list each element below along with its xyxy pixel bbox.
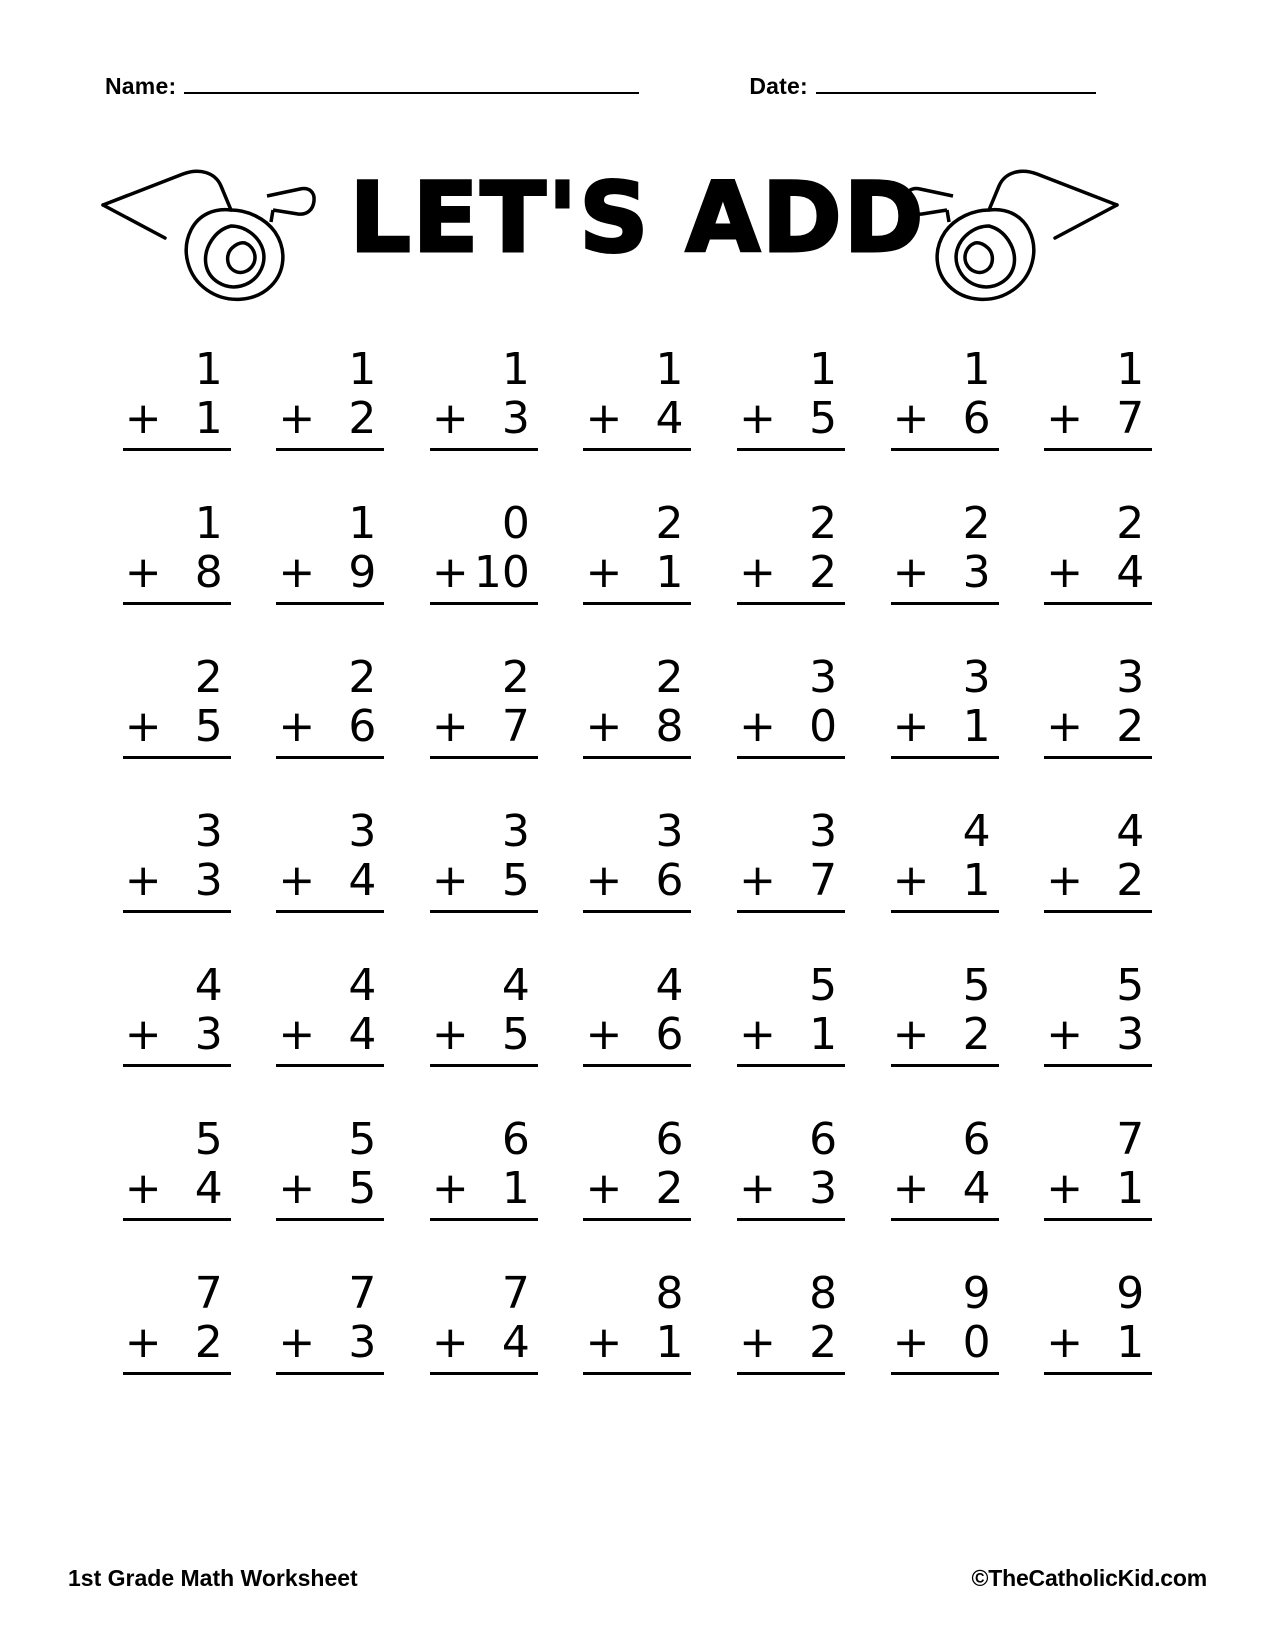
second-addend-row	[891, 1164, 999, 1220]
first-addend: 3	[809, 806, 838, 857]
second-addend-row	[737, 856, 845, 912]
plus-sign-icon: +	[278, 547, 316, 599]
second-addend-row	[1044, 1164, 1152, 1220]
second-addend-row	[891, 1010, 999, 1066]
plus-sign-icon: +	[124, 701, 162, 753]
first-addend: 1	[1116, 344, 1145, 395]
second-addend-row	[583, 702, 691, 758]
second-addend-row	[737, 1010, 845, 1066]
second-addend-row	[737, 548, 845, 604]
first-addend: 2	[962, 498, 991, 549]
second-addend: 5	[348, 1163, 377, 1215]
second-addend: 4	[655, 393, 684, 445]
second-addend-row	[276, 1318, 384, 1374]
addition-problem[interactable]	[891, 1115, 999, 1269]
second-addend: 1	[1116, 1317, 1145, 1369]
plus-sign-icon: +	[585, 1163, 623, 1215]
first-addend: 5	[962, 960, 991, 1011]
plus-sign-icon: +	[278, 1163, 316, 1215]
date-field	[749, 72, 1096, 100]
second-addend-row	[583, 548, 691, 604]
first-addend: 7	[348, 1268, 377, 1319]
first-addend: 3	[501, 806, 530, 857]
addition-problem[interactable]	[891, 961, 999, 1115]
second-addend-row	[1044, 1010, 1152, 1066]
problem-grid	[100, 345, 1175, 1423]
first-addend: 6	[655, 1114, 684, 1165]
addition-problem[interactable]	[737, 1115, 845, 1269]
second-addend: 2	[194, 1317, 223, 1369]
second-addend: 1	[962, 701, 991, 753]
second-addend-row	[430, 1164, 538, 1220]
addition-problem[interactable]	[1044, 961, 1152, 1115]
first-addend: 4	[348, 960, 377, 1011]
second-addend: 9	[348, 547, 377, 599]
first-addend: 2	[655, 652, 684, 703]
second-addend: 2	[809, 1317, 838, 1369]
site-credit: ©TheCatholicKid.com	[971, 1565, 1207, 1591]
second-addend: 2	[809, 547, 838, 599]
second-addend-row	[583, 1164, 691, 1220]
plus-sign-icon: +	[1046, 1163, 1084, 1215]
second-addend-row	[583, 1318, 691, 1374]
first-addend: 4	[655, 960, 684, 1011]
plus-sign-icon: +	[124, 855, 162, 907]
first-addend: 3	[962, 652, 991, 703]
second-addend-row	[430, 548, 538, 604]
addition-problem[interactable]	[430, 807, 538, 961]
plus-sign-icon: +	[431, 1163, 469, 1215]
addition-problem[interactable]	[276, 499, 384, 653]
first-addend: 1	[194, 344, 223, 395]
plus-sign-icon: +	[1046, 1009, 1084, 1061]
addition-problem[interactable]	[276, 1269, 384, 1423]
addition-problem[interactable]	[123, 1115, 231, 1269]
first-addend: 5	[194, 1114, 223, 1165]
first-addend: 5	[1116, 960, 1145, 1011]
addition-problem[interactable]	[430, 1269, 538, 1423]
addition-problem[interactable]	[276, 1115, 384, 1269]
plus-sign-icon: +	[431, 855, 469, 907]
first-addend: 3	[1116, 652, 1145, 703]
plus-sign-icon: +	[431, 547, 469, 599]
plus-sign-icon: +	[585, 701, 623, 753]
second-addend: 2	[348, 393, 377, 445]
plus-sign-icon: +	[739, 393, 776, 445]
second-addend-row	[891, 702, 999, 758]
second-addend-row	[1044, 548, 1152, 604]
first-addend: 2	[1116, 498, 1145, 549]
plus-sign-icon: +	[892, 1163, 930, 1215]
addition-problem[interactable]	[583, 807, 691, 961]
addition-problem[interactable]	[1044, 1269, 1152, 1423]
second-addend-row	[123, 548, 231, 604]
first-addend: 2	[655, 498, 684, 549]
first-addend: 8	[655, 1268, 684, 1319]
first-addend: 6	[809, 1114, 838, 1165]
second-addend: 10	[473, 547, 530, 599]
second-addend-row	[123, 1318, 231, 1374]
first-addend: 1	[348, 344, 377, 395]
plus-sign-icon: +	[892, 547, 930, 599]
plus-sign-icon: +	[739, 547, 776, 599]
plus-sign-icon: +	[124, 547, 162, 599]
second-addend: 3	[809, 1163, 838, 1215]
addition-problem[interactable]	[737, 1269, 845, 1423]
second-addend: 7	[809, 855, 838, 907]
plus-sign-icon: +	[739, 855, 776, 907]
plus-sign-icon: +	[585, 547, 623, 599]
second-addend: 3	[348, 1317, 377, 1369]
addition-problem[interactable]	[583, 1115, 691, 1269]
second-addend: 5	[194, 701, 223, 753]
plus-sign-icon: +	[892, 855, 930, 907]
second-addend-row	[430, 856, 538, 912]
second-addend-row	[737, 702, 845, 758]
first-addend: 7	[1116, 1114, 1145, 1165]
addition-problem[interactable]	[891, 807, 999, 961]
second-addend: 5	[501, 855, 530, 907]
plus-sign-icon: +	[585, 855, 623, 907]
name-field	[105, 72, 639, 100]
second-addend: 6	[962, 393, 991, 445]
page-title: LET'S ADD	[349, 162, 926, 274]
first-addend: 7	[194, 1268, 223, 1319]
addition-problem[interactable]	[123, 1269, 231, 1423]
second-addend: 1	[809, 1009, 838, 1061]
second-addend-row	[123, 394, 231, 450]
title-band	[0, 150, 1275, 335]
second-addend: 1	[962, 855, 991, 907]
plus-sign-icon: +	[431, 701, 469, 753]
second-addend: 1	[655, 1317, 684, 1369]
second-addend: 1	[194, 393, 223, 445]
second-addend-row	[430, 1318, 538, 1374]
addition-problem[interactable]	[583, 345, 691, 499]
second-addend-row	[1044, 856, 1152, 912]
first-addend: 9	[962, 1268, 991, 1319]
first-addend: 2	[194, 652, 223, 703]
second-addend: 3	[194, 1009, 223, 1061]
second-addend-row	[276, 702, 384, 758]
second-addend: 4	[962, 1163, 991, 1215]
second-addend-row	[583, 394, 691, 450]
addition-problem[interactable]	[276, 961, 384, 1115]
second-addend: 8	[655, 701, 684, 753]
second-addend: 1	[1116, 1163, 1145, 1215]
second-addend-row	[276, 394, 384, 450]
addition-problem[interactable]	[276, 807, 384, 961]
plus-sign-icon: +	[431, 393, 469, 445]
date-label: Date:	[749, 73, 808, 99]
second-addend: 5	[809, 393, 838, 445]
first-addend: 8	[809, 1268, 838, 1319]
first-addend: 1	[348, 498, 377, 549]
second-addend: 2	[1116, 855, 1145, 907]
first-addend: 6	[501, 1114, 530, 1165]
first-addend: 3	[655, 806, 684, 857]
first-addend: 1	[655, 344, 684, 395]
plus-sign-icon: +	[124, 1317, 162, 1369]
addition-problem[interactable]	[737, 961, 845, 1115]
second-addend: 4	[194, 1163, 223, 1215]
addition-problem[interactable]	[1044, 807, 1152, 961]
second-addend-row	[583, 1010, 691, 1066]
second-addend-row	[276, 548, 384, 604]
first-addend: 3	[809, 652, 838, 703]
addition-problem[interactable]	[430, 961, 538, 1115]
plus-sign-icon: +	[431, 1317, 469, 1369]
addition-problem[interactable]	[737, 653, 845, 807]
addition-problem[interactable]	[123, 345, 231, 499]
first-addend: 6	[962, 1114, 991, 1165]
addition-problem[interactable]	[276, 345, 384, 499]
first-addend: 3	[194, 806, 223, 857]
second-addend: 8	[194, 547, 223, 599]
addition-problem[interactable]	[891, 1269, 999, 1423]
second-addend-row	[276, 1010, 384, 1066]
second-addend: 4	[348, 1009, 377, 1061]
second-addend-row	[891, 856, 999, 912]
addition-problem[interactable]	[891, 499, 999, 653]
plus-sign-icon: +	[892, 701, 930, 753]
first-addend: 5	[348, 1114, 377, 1165]
second-addend: 4	[1116, 547, 1145, 599]
second-addend: 3	[962, 547, 991, 599]
second-addend-row	[430, 1010, 538, 1066]
addition-problem[interactable]	[891, 345, 999, 499]
first-addend: 2	[348, 652, 377, 703]
addition-problem[interactable]	[123, 499, 231, 653]
addition-problem[interactable]	[430, 345, 538, 499]
addition-problem[interactable]	[583, 499, 691, 653]
second-addend-row	[891, 548, 999, 604]
plus-sign-icon: +	[892, 393, 930, 445]
second-addend-row	[737, 394, 845, 450]
first-addend: 3	[348, 806, 377, 857]
plus-sign-icon: +	[892, 1009, 930, 1061]
plus-sign-icon: +	[585, 1317, 623, 1369]
first-addend: 1	[809, 344, 838, 395]
addition-problem[interactable]	[737, 807, 845, 961]
header	[105, 72, 1105, 112]
addition-problem[interactable]	[1044, 1115, 1152, 1269]
second-addend: 4	[501, 1317, 530, 1369]
name-write-line[interactable]	[184, 72, 639, 94]
second-addend: 3	[1116, 1009, 1145, 1061]
addition-problem[interactable]	[276, 653, 384, 807]
plus-sign-icon: +	[585, 1009, 623, 1061]
second-addend: 0	[962, 1317, 991, 1369]
second-addend-row	[430, 702, 538, 758]
second-addend: 6	[655, 1009, 684, 1061]
addition-problem[interactable]	[583, 961, 691, 1115]
first-addend: 4	[1116, 806, 1145, 857]
addition-problem[interactable]	[123, 653, 231, 807]
second-addend: 7	[1116, 393, 1145, 445]
plus-sign-icon: +	[585, 393, 623, 445]
plus-sign-icon: +	[739, 701, 776, 753]
plus-sign-icon: +	[1046, 701, 1084, 753]
addition-problem[interactable]	[1044, 499, 1152, 653]
first-addend: 9	[1116, 1268, 1145, 1319]
second-addend: 6	[348, 701, 377, 753]
first-addend: 1	[194, 498, 223, 549]
plus-sign-icon: +	[739, 1317, 776, 1369]
second-addend-row	[1044, 702, 1152, 758]
second-addend: 3	[194, 855, 223, 907]
plus-sign-icon: +	[278, 1317, 316, 1369]
second-addend: 1	[655, 547, 684, 599]
plus-sign-icon: +	[124, 1163, 162, 1215]
second-addend-row	[891, 1318, 999, 1374]
addition-problem[interactable]	[430, 653, 538, 807]
addition-problem[interactable]	[583, 653, 691, 807]
addition-problem[interactable]	[737, 345, 845, 499]
french-horn-icon	[895, 160, 1125, 325]
addition-problem[interactable]	[430, 499, 538, 653]
second-addend-row	[891, 394, 999, 450]
second-addend: 4	[348, 855, 377, 907]
plus-sign-icon: +	[739, 1163, 776, 1215]
second-addend: 2	[655, 1163, 684, 1215]
second-addend-row	[123, 856, 231, 912]
first-addend: 4	[194, 960, 223, 1011]
plus-sign-icon: +	[278, 1009, 316, 1061]
first-addend: 4	[501, 960, 530, 1011]
first-addend: 2	[809, 498, 838, 549]
first-addend: 2	[501, 652, 530, 703]
first-addend: 4	[962, 806, 991, 857]
first-addend: 1	[501, 344, 530, 395]
plus-sign-icon: +	[278, 393, 316, 445]
first-addend: 7	[501, 1268, 530, 1319]
addition-problem[interactable]	[1044, 653, 1152, 807]
second-addend: 6	[655, 855, 684, 907]
first-addend: 5	[809, 960, 838, 1011]
plus-sign-icon: +	[278, 701, 316, 753]
plus-sign-icon: +	[1046, 855, 1084, 907]
second-addend-row	[276, 856, 384, 912]
second-addend-row	[123, 702, 231, 758]
addition-problem[interactable]	[123, 807, 231, 961]
name-label: Name:	[105, 73, 177, 99]
plus-sign-icon: +	[739, 1009, 776, 1061]
first-addend: 1	[962, 344, 991, 395]
second-addend: 5	[501, 1009, 530, 1061]
date-write-line[interactable]	[816, 72, 1096, 94]
second-addend-row	[430, 394, 538, 450]
second-addend: 1	[501, 1163, 530, 1215]
second-addend: 2	[962, 1009, 991, 1061]
second-addend: 0	[809, 701, 838, 753]
second-addend-row	[123, 1164, 231, 1220]
plus-sign-icon: +	[1046, 547, 1084, 599]
second-addend: 7	[501, 701, 530, 753]
addition-problem[interactable]	[1044, 345, 1152, 499]
addition-problem[interactable]	[891, 653, 999, 807]
second-addend-row	[583, 856, 691, 912]
second-addend-row	[1044, 1318, 1152, 1374]
plus-sign-icon: +	[892, 1317, 930, 1369]
addition-problem[interactable]	[430, 1115, 538, 1269]
worksheet-label: 1st Grade Math Worksheet	[68, 1565, 358, 1591]
plus-sign-icon: +	[1046, 1317, 1084, 1369]
second-addend-row	[737, 1318, 845, 1374]
plus-sign-icon: +	[1046, 393, 1084, 445]
plus-sign-icon: +	[278, 855, 316, 907]
second-addend-row	[276, 1164, 384, 1220]
footer	[0, 1565, 1275, 1592]
second-addend-row	[123, 1010, 231, 1066]
first-addend: 0	[501, 498, 530, 549]
second-addend: 2	[1116, 701, 1145, 753]
plus-sign-icon: +	[124, 393, 162, 445]
plus-sign-icon: +	[124, 1009, 162, 1061]
plus-sign-icon: +	[431, 1009, 469, 1061]
second-addend-row	[1044, 394, 1152, 450]
addition-problem[interactable]	[737, 499, 845, 653]
second-addend-row	[737, 1164, 845, 1220]
addition-problem[interactable]	[583, 1269, 691, 1423]
second-addend: 3	[501, 393, 530, 445]
addition-problem[interactable]	[123, 961, 231, 1115]
